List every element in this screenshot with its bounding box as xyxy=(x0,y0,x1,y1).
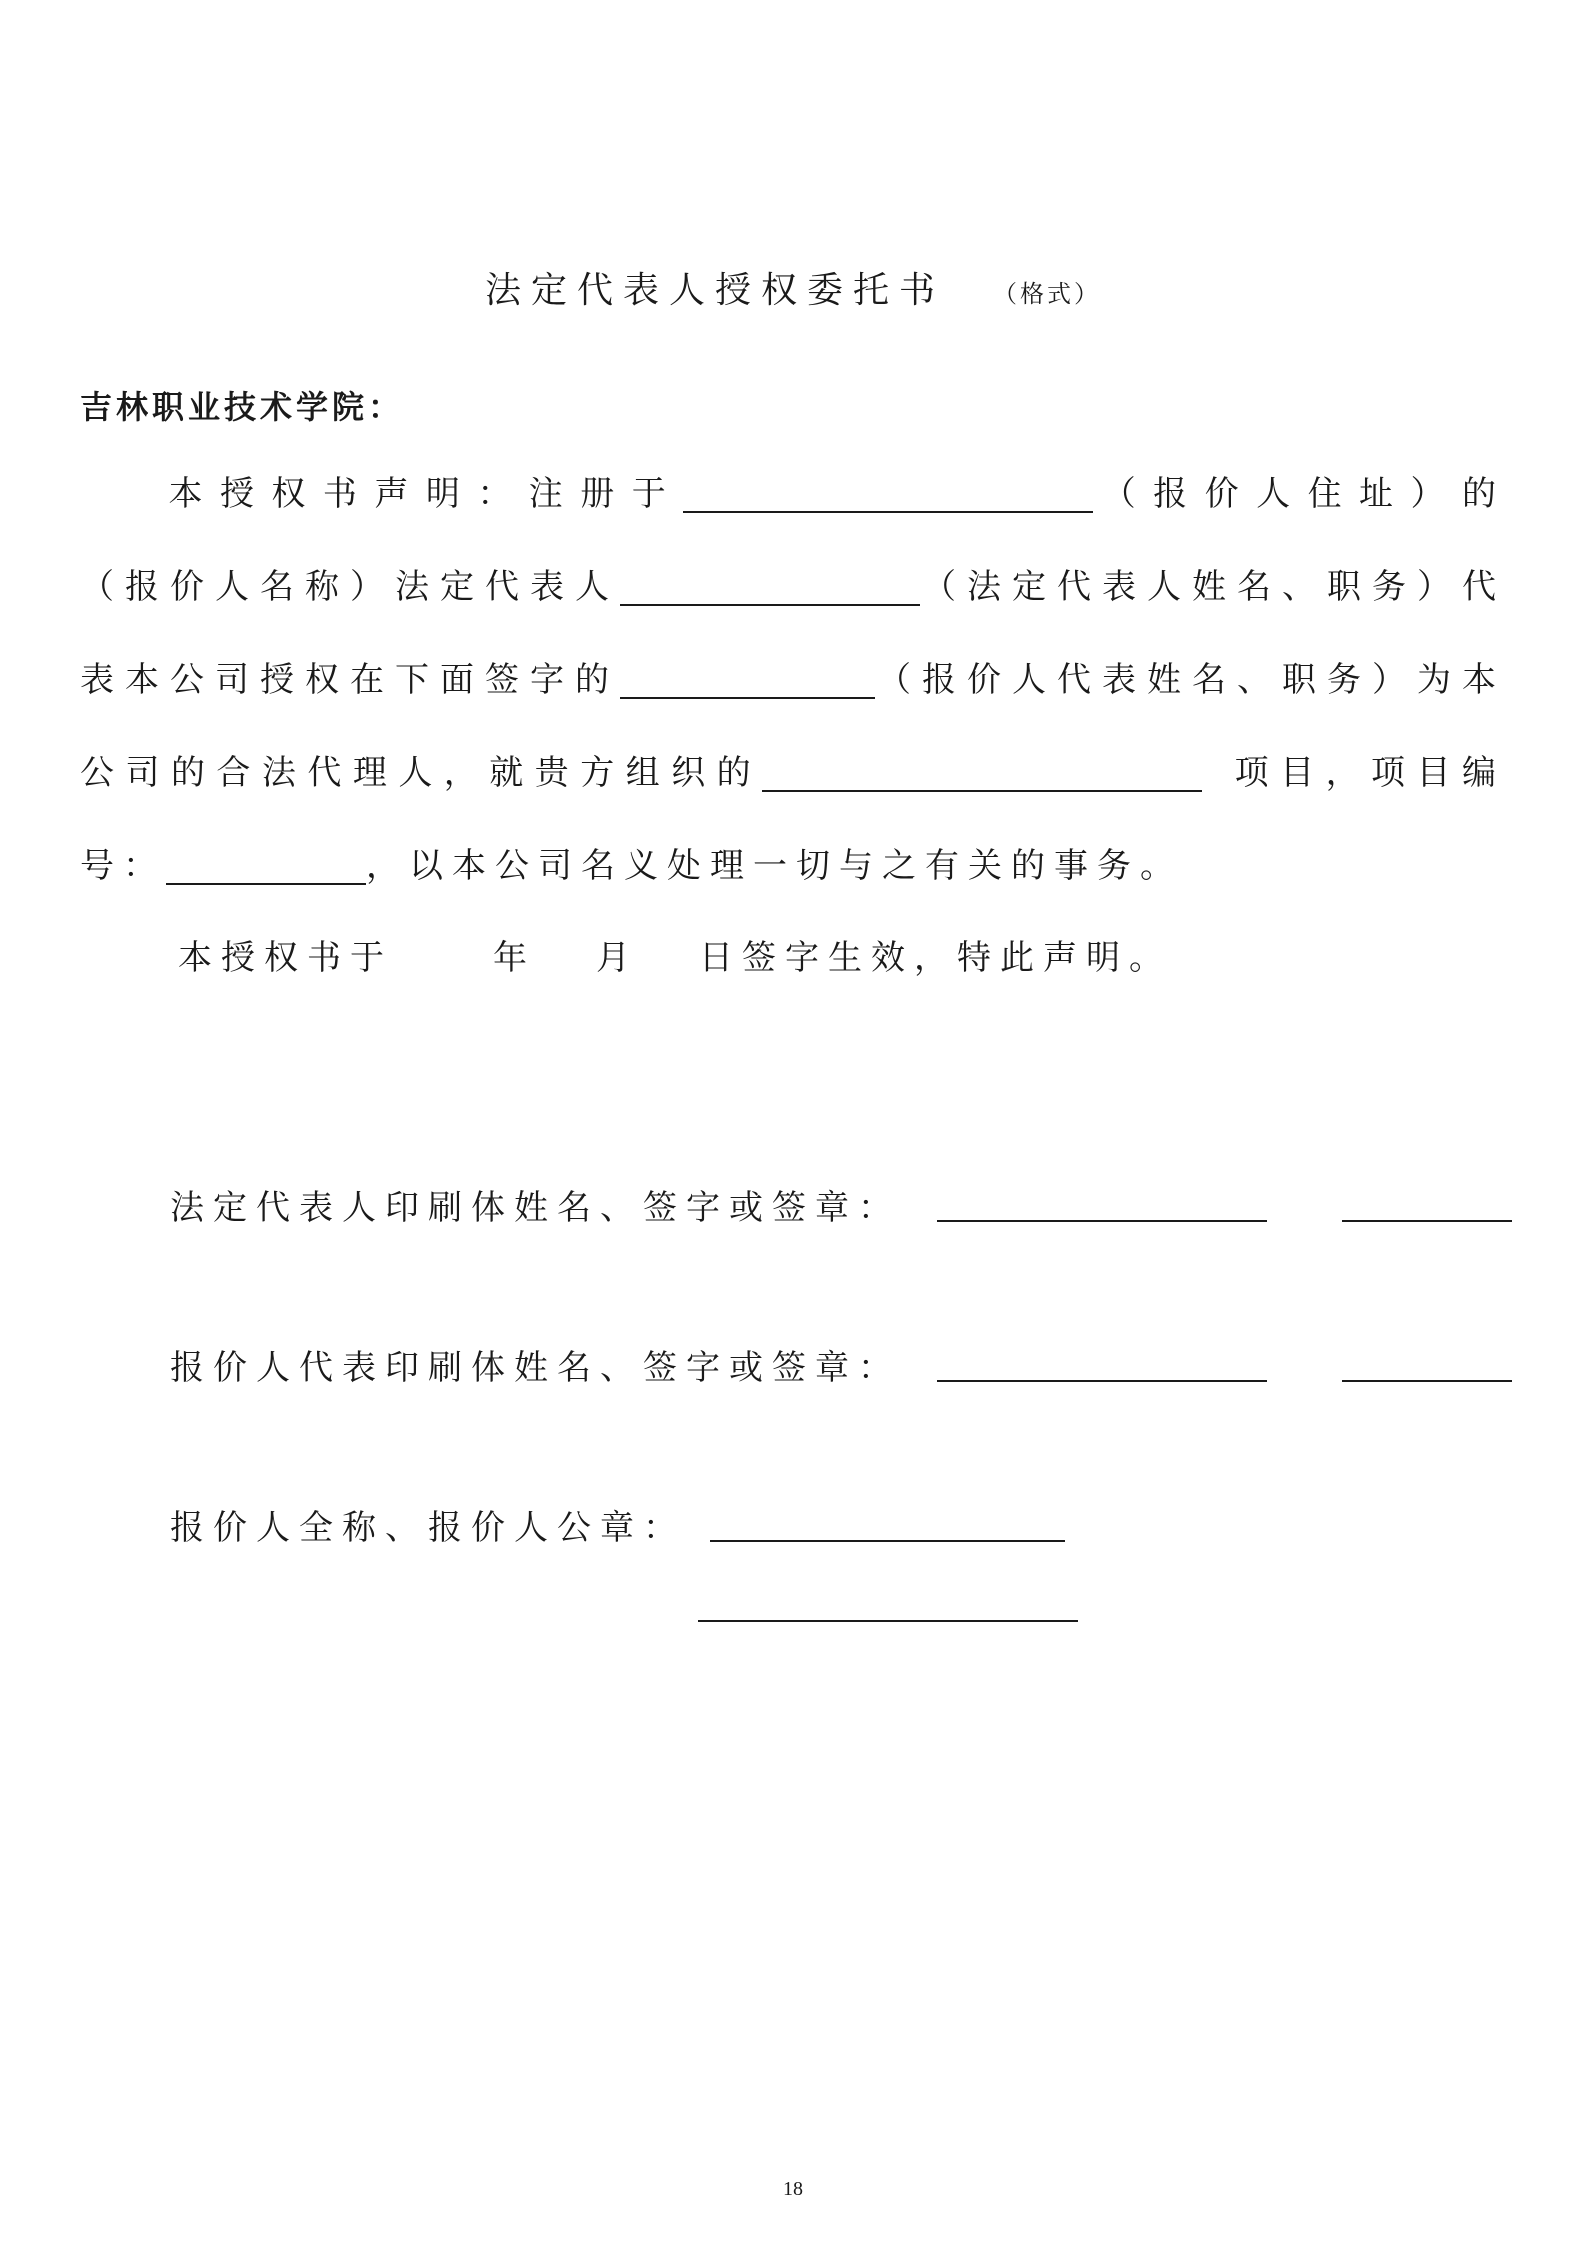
legal-rep-signature-label: 法定代表人印刷体姓名、签字或签章： xyxy=(170,1188,901,1228)
declaration-text: 号： xyxy=(80,846,166,886)
project-number-blank[interactable] xyxy=(166,843,366,885)
declaration-paragraph xyxy=(80,448,1505,820)
paragraph-line xyxy=(80,727,1505,820)
declaration-text: ，以本公司名义处理一切与之有关的事务。 xyxy=(366,846,1183,886)
effective-date-line xyxy=(178,912,1172,1005)
bidder-rep-signature-label: 报价人代表印刷体姓名、签字或签章： xyxy=(170,1348,901,1388)
declaration-text: （报价人住址）的 xyxy=(1093,474,1506,514)
document-title: 法定代表人授权委托书 xyxy=(484,270,945,311)
declaration-text: 表本公司授权在下面签字的 xyxy=(80,660,620,700)
declaration-text: （报价人代表姓名、职务）为本 xyxy=(875,660,1505,700)
effective-month: 月 xyxy=(596,938,639,978)
legal-rep-name-blank[interactable] xyxy=(620,564,920,606)
page-number: 18 xyxy=(783,2178,803,2200)
title-format-note: （格式） xyxy=(993,280,1101,308)
paragraph-line xyxy=(80,541,1505,634)
bidder-full-name-line[interactable] xyxy=(710,1540,1065,1542)
declaration-text: 项目，项目编 xyxy=(1232,753,1506,793)
address-blank[interactable] xyxy=(683,471,1093,513)
addressee: 吉林职业技术学院： xyxy=(80,388,405,426)
bidder-seal-line[interactable] xyxy=(698,1620,1078,1622)
bidder-rep-signature-line[interactable] xyxy=(1342,1380,1512,1382)
declaration-text: （报价人名称）法定代表人 xyxy=(80,567,620,607)
declaration-text: 公司的合法代理人，就贵方组织的 xyxy=(80,753,763,793)
paragraph-line xyxy=(80,448,1505,541)
legal-rep-signature-line[interactable] xyxy=(1342,1220,1512,1222)
project-name-blank[interactable] xyxy=(762,750,1202,792)
effective-prefix: 本授权书于 xyxy=(178,938,393,978)
bidder-rep-name-blank[interactable] xyxy=(620,657,875,699)
effective-suffix: 日签字生效，特此声明。 xyxy=(699,938,1172,978)
legal-rep-name-line[interactable] xyxy=(937,1220,1267,1222)
effective-year: 年 xyxy=(493,938,536,978)
bidder-seal-label: 报价人全称、报价人公章： xyxy=(170,1508,686,1548)
paragraph-line xyxy=(80,634,1505,727)
bidder-rep-name-line[interactable] xyxy=(937,1380,1267,1382)
declaration-text: 本授权书声明：注册于 xyxy=(160,474,684,514)
title-block xyxy=(0,262,1586,313)
paragraph-line xyxy=(80,820,1183,913)
declaration-text: （法定代表人姓名、职务）代 xyxy=(920,567,1505,607)
